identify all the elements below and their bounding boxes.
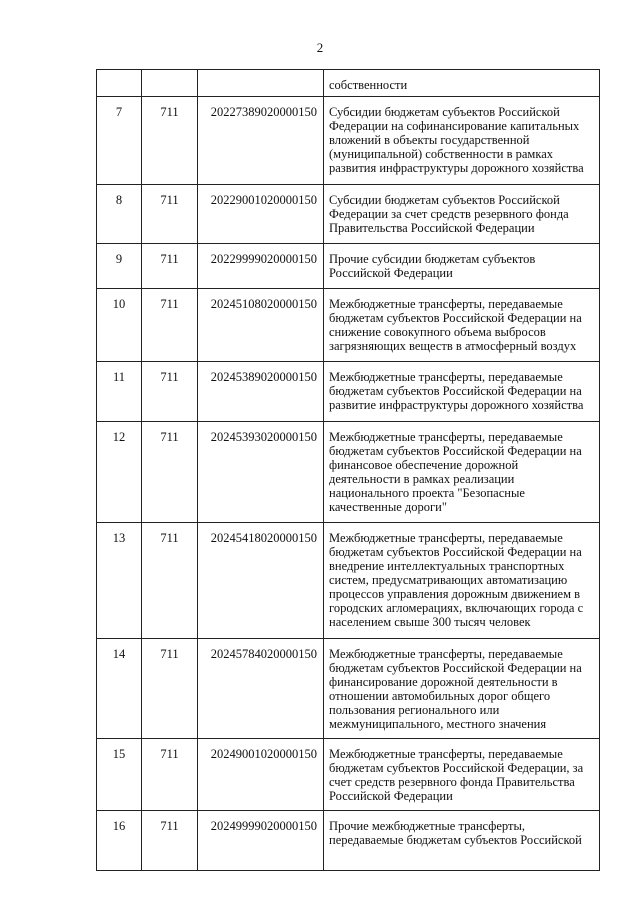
cell-row-number: 12 [97, 422, 142, 523]
cell-budget-code: 20245108020000150 [198, 289, 324, 362]
description-line: Межбюджетные трансферты, передаваемые [329, 430, 563, 444]
description-line: (муниципальной) собственности в рамках [329, 147, 554, 161]
table-row [97, 362, 600, 422]
table-row [97, 739, 600, 811]
description-line: качественные дороги" [329, 500, 447, 514]
description-line: систем, предусматривающих автоматизацию [329, 573, 568, 587]
table-row [97, 97, 600, 185]
description-line: вложений в объекты государственной [329, 133, 530, 147]
description-line: Межбюджетные трансферты, передаваемые [329, 297, 563, 311]
cell-description [324, 639, 600, 739]
cell-row-number: 10 [97, 289, 142, 362]
description-line: межмуниципального, местного значения [329, 717, 547, 731]
cell-empty [198, 70, 324, 97]
cell-budget-code: 20245389020000150 [198, 362, 324, 422]
description-line: пользования регионального или [329, 703, 500, 717]
description-line: развитие инфраструктуры дорожного хозяйства [329, 398, 584, 412]
cell-admin-code: 711 [142, 289, 198, 362]
table-row [97, 811, 600, 871]
cell-budget-code: 20227389020000150 [198, 97, 324, 185]
cell-admin-code: 711 [142, 523, 198, 639]
description-line: финансовое обеспечение дорожной [329, 458, 519, 472]
cell-admin-code: 711 [142, 739, 198, 811]
cell-budget-code: 20249001020000150 [198, 739, 324, 811]
description-line: населением свыше 300 тысяч человек [329, 615, 531, 629]
description-line: Субсидии бюджетам субъектов Российской [329, 105, 560, 119]
description-line: бюджетам субъектов Российской Федерации на [329, 384, 582, 398]
table-row [97, 185, 600, 244]
description-line: финансирование дорожной деятельности в [329, 675, 558, 689]
cell-empty [97, 70, 142, 97]
description-line: Российской Федерации [329, 266, 453, 280]
description-line: внедрение интеллектуальных транспортных [329, 559, 565, 573]
cell-budget-code: 20229001020000150 [198, 185, 324, 244]
description-line: Межбюджетные трансферты, передаваемые [329, 647, 563, 661]
cell-description: собственности [324, 70, 600, 97]
description-line: Прочие субсидии бюджетам субъектов [329, 252, 536, 266]
description-line: Прочие межбюджетные трансферты, [329, 819, 525, 833]
cell-description [324, 523, 600, 639]
cell-admin-code: 711 [142, 811, 198, 871]
cell-description [324, 362, 600, 422]
description-line: Правительства Российской Федерации [329, 221, 535, 235]
description-line: Межбюджетные трансферты, передаваемые [329, 531, 563, 545]
cell-admin-code: 711 [142, 362, 198, 422]
cell-description [324, 185, 600, 244]
cell-row-number: 15 [97, 739, 142, 811]
description-line: бюджетам субъектов Российской Федерации на [329, 444, 582, 458]
table-row [97, 244, 600, 289]
description-line: городских агломерациях, включающих города с [329, 601, 584, 615]
table-row [97, 639, 600, 739]
cell-empty [142, 70, 198, 97]
cell-row-number: 13 [97, 523, 142, 639]
cell-budget-code: 20229999020000150 [198, 244, 324, 289]
description-line: снижение совокупного объема выбросов [329, 325, 546, 339]
cell-description [324, 811, 600, 871]
description-line: бюджетам субъектов Российской Федерации, за [329, 761, 584, 775]
table-row [97, 523, 600, 639]
cell-description [324, 422, 600, 523]
description-line: бюджетам субъектов Российской Федерации на [329, 545, 582, 559]
description-line: Федерации на софинансирование капитальных [329, 119, 580, 133]
table-row [97, 422, 600, 523]
cell-description [324, 244, 600, 289]
description-line: Российской Федерации [329, 789, 453, 803]
description-line: процессов управления дорожным движением в [329, 587, 581, 601]
cell-admin-code: 711 [142, 244, 198, 289]
cell-row-number: 8 [97, 185, 142, 244]
description-line: Межбюджетные трансферты, передаваемые [329, 747, 563, 761]
cell-admin-code: 711 [142, 422, 198, 523]
cell-budget-code: 20245418020000150 [198, 523, 324, 639]
description-line: бюджетам субъектов Российской Федерации на [329, 661, 582, 675]
cell-description [324, 289, 600, 362]
budget-codes-table [96, 69, 600, 871]
table-row-continued [97, 70, 600, 97]
description-line: загрязняющих веществ в атмосферный воздух [329, 339, 577, 353]
cell-row-number: 9 [97, 244, 142, 289]
cell-row-number: 16 [97, 811, 142, 871]
description-line: национального проекта "Безопасные [329, 486, 525, 500]
cell-row-number: 14 [97, 639, 142, 739]
cell-budget-code: 20245784020000150 [198, 639, 324, 739]
description-line: развития инфраструктуры дорожного хозяйства [329, 161, 584, 175]
description-line: передаваемые бюджетам субъектов Российской [329, 833, 582, 847]
cell-admin-code: 711 [142, 185, 198, 244]
table-row [97, 289, 600, 362]
cell-admin-code: 711 [142, 97, 198, 185]
description-line: отношении автомобильных дорог общего [329, 689, 551, 703]
description-line: Федерации за счет средств резервного фонда [329, 207, 569, 221]
description-line: бюджетам субъектов Российской Федерации на [329, 311, 582, 325]
cell-description [324, 97, 600, 185]
description-line: счет средств резервного фонда Правительства [329, 775, 575, 789]
cell-row-number: 7 [97, 97, 142, 185]
description-line: Субсидии бюджетам субъектов Российской [329, 193, 560, 207]
cell-budget-code: 20249999020000150 [198, 811, 324, 871]
description-line: деятельности в рамках реализации [329, 472, 515, 486]
table-body [97, 70, 600, 871]
page-number: 2 [316, 40, 324, 55]
cell-row-number: 11 [97, 362, 142, 422]
cell-admin-code: 711 [142, 639, 198, 739]
cell-budget-code: 20245393020000150 [198, 422, 324, 523]
cell-description [324, 739, 600, 811]
description-line: Межбюджетные трансферты, передаваемые [329, 370, 563, 384]
